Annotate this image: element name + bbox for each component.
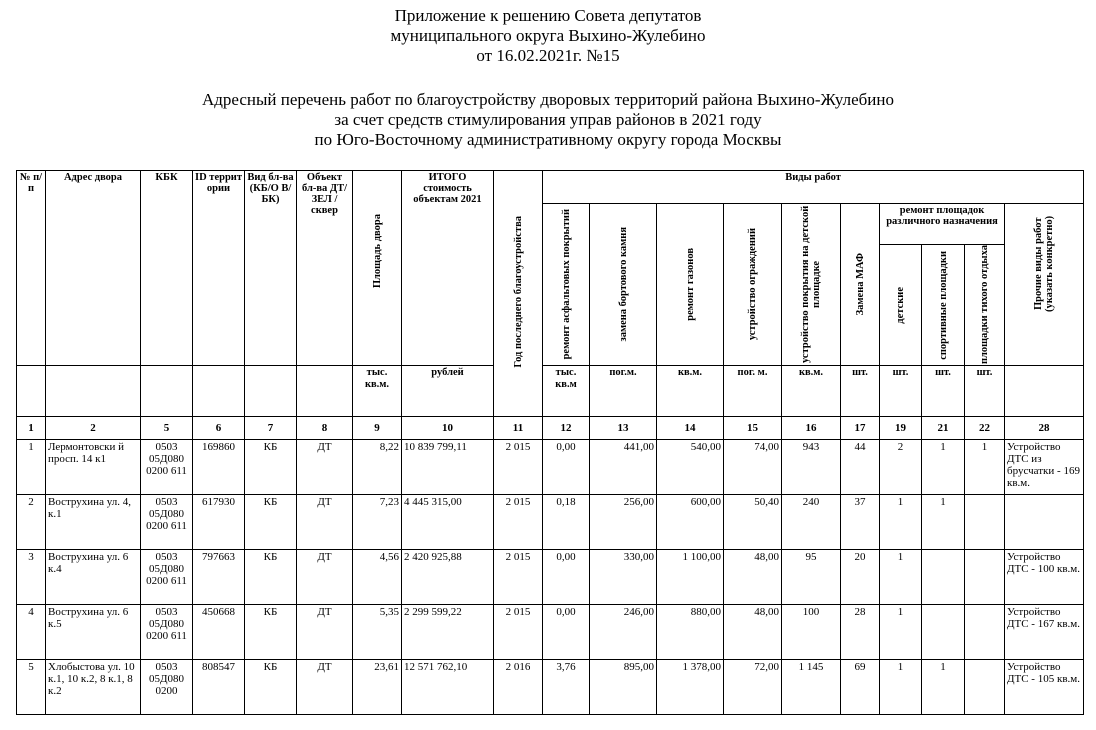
unit-empty	[46, 366, 141, 417]
cell-kbk: 0503 05Д080 0200	[141, 660, 193, 715]
cell-type: КБ	[245, 440, 297, 495]
cell-kids: 2	[880, 440, 922, 495]
cell-quiet: 1	[965, 440, 1005, 495]
col-number: 2	[46, 417, 141, 440]
header-kbk: КБК	[141, 171, 193, 366]
col-number: 14	[657, 417, 724, 440]
cell-kids: 1	[880, 660, 922, 715]
cell-object: ДТ	[297, 660, 353, 715]
header-maf	[841, 204, 880, 366]
table-row	[17, 605, 1084, 660]
title-line: по Юго-Восточному административному округу города Москвы	[314, 130, 782, 149]
cell-quiet	[965, 495, 1005, 550]
cell-quiet	[965, 605, 1005, 660]
unit-empty	[297, 366, 353, 417]
header-quiet-text: площадки тихого отдыха	[979, 245, 990, 365]
col-number: 21	[922, 417, 965, 440]
cell-id: 169860	[193, 440, 245, 495]
cell-playground-cover: 943	[782, 440, 841, 495]
cell-address: Хлобыстова ул. 10 к.1, 10 к.2, 8 к.1, 8 к.2	[46, 660, 141, 715]
col-number: 28	[1005, 417, 1084, 440]
cell-sport: 1	[922, 440, 965, 495]
works-table	[16, 170, 1084, 715]
cell-address: Вострухина ул. 6 к.4	[46, 550, 141, 605]
cell-address: Вострухина ул. 6 к.5	[46, 605, 141, 660]
cell-total: 4 445 315,00	[402, 495, 494, 550]
subtitle-line: Приложение к решению Совета депутатов	[394, 6, 702, 25]
cell-other: Устройство ДТС - 167 кв.м.	[1005, 605, 1084, 660]
header-sport-text: спортивные площадки	[937, 250, 949, 360]
unit-empty	[1005, 366, 1084, 417]
header-year-text: Год последнего благоустройства	[512, 216, 524, 368]
cell-sport	[922, 550, 965, 605]
header-other	[1005, 204, 1084, 366]
header-fence	[724, 204, 782, 366]
cell-quiet	[965, 660, 1005, 715]
col-number: 16	[782, 417, 841, 440]
cell-curb: 256,00	[590, 495, 657, 550]
cell-object: ДТ	[297, 495, 353, 550]
cell-curb: 246,00	[590, 605, 657, 660]
cell-area: 8,22	[353, 440, 402, 495]
header-curb-text: замена бортового камня	[617, 226, 629, 342]
cell-num: 2	[17, 495, 46, 550]
title-line: за счет средств стимулирования управ районов в 2021 году	[334, 110, 762, 129]
cell-fence: 72,00	[724, 660, 782, 715]
cell-other	[1005, 495, 1084, 550]
unit-total: рублей	[402, 366, 494, 417]
header-year	[494, 171, 543, 417]
cell-id: 808547	[193, 660, 245, 715]
cell-type: КБ	[245, 550, 297, 605]
unit-playground-cover: кв.м.	[782, 366, 841, 417]
cell-maf: 69	[841, 660, 880, 715]
cell-sport: 1	[922, 495, 965, 550]
cell-kbk: 0503 05Д080 0200 611	[141, 495, 193, 550]
cell-area: 23,61	[353, 660, 402, 715]
header-asphalt	[543, 204, 590, 366]
header-total: ИТОГО стоимость объектам 2021	[402, 171, 494, 366]
cell-type: КБ	[245, 495, 297, 550]
cell-num: 1	[17, 440, 46, 495]
cell-fence: 48,00	[724, 550, 782, 605]
cell-kbk: 0503 05Д080 0200 611	[141, 605, 193, 660]
header-kids-text: детские	[895, 286, 906, 324]
header-curb	[590, 204, 657, 366]
title-line: Адресный перечень работ по благоустройству дворовых территорий района Выхино-Жулебино	[201, 90, 895, 109]
cell-curb: 330,00	[590, 550, 657, 605]
column-numbers-row	[17, 417, 1084, 440]
cell-asphalt: 0,00	[543, 605, 590, 660]
cell-year: 2 015	[494, 605, 543, 660]
cell-maf: 28	[841, 605, 880, 660]
header-kids	[880, 245, 922, 366]
cell-id: 797663	[193, 550, 245, 605]
unit-maf: шт.	[841, 366, 880, 417]
header-fence-text: устройство ограждений	[747, 227, 758, 341]
header-other-text: Прочие виды работ (указать конкретно)	[1033, 215, 1056, 313]
cell-kids: 1	[880, 495, 922, 550]
cell-kids: 1	[880, 605, 922, 660]
cell-maf: 44	[841, 440, 880, 495]
cell-kbk: 0503 05Д080 0200 611	[141, 550, 193, 605]
unit-curb: пог.м.	[590, 366, 657, 417]
cell-playground-cover: 1 145	[782, 660, 841, 715]
cell-year: 2 015	[494, 550, 543, 605]
unit-fence: пог. м.	[724, 366, 782, 417]
cell-other: Устройство ДТС - 100 кв.м.	[1005, 550, 1084, 605]
header-num: № п/п	[17, 171, 46, 366]
cell-total: 12 571 762,10	[402, 660, 494, 715]
cell-kbk: 0503 05Д080 0200 611	[141, 440, 193, 495]
unit-kids: шт.	[880, 366, 922, 417]
cell-area: 7,23	[353, 495, 402, 550]
table-row	[17, 440, 1084, 495]
header-playground-cover	[782, 204, 841, 366]
header-area-text: Площадь двора	[371, 213, 383, 289]
cell-maf: 37	[841, 495, 880, 550]
unit-empty	[245, 366, 297, 417]
cell-fence: 48,00	[724, 605, 782, 660]
col-number: 9	[353, 417, 402, 440]
unit-lawn: кв.м.	[657, 366, 724, 417]
unit-empty	[193, 366, 245, 417]
cell-sport	[922, 605, 965, 660]
header-work-types: Виды работ	[543, 171, 1084, 204]
unit-sport: шт.	[922, 366, 965, 417]
col-number: 15	[724, 417, 782, 440]
unit-empty	[17, 366, 46, 417]
table-row	[17, 550, 1084, 605]
cell-num: 3	[17, 550, 46, 605]
unit-quiet: шт.	[965, 366, 1005, 417]
cell-asphalt: 0,18	[543, 495, 590, 550]
cell-lawn: 540,00	[657, 440, 724, 495]
cell-lawn: 1 378,00	[657, 660, 724, 715]
unit-empty	[141, 366, 193, 417]
cell-address: Вострухина ул. 4, к.1	[46, 495, 141, 550]
cell-type: КБ	[245, 660, 297, 715]
header-sites: ремонт площадок различного назначения	[880, 204, 1005, 245]
header-asphalt-text: ремонт асфальтовых покрытий	[560, 208, 572, 360]
cell-other: Устройство ДТС - 105 кв.м.	[1005, 660, 1084, 715]
cell-playground-cover: 95	[782, 550, 841, 605]
subtitle-line: муниципального округа Выхино-Жулебино	[390, 26, 706, 45]
cell-lawn: 1 100,00	[657, 550, 724, 605]
header-area	[353, 171, 402, 366]
col-number: 8	[297, 417, 353, 440]
cell-year: 2 015	[494, 440, 543, 495]
cell-maf: 20	[841, 550, 880, 605]
header-address: Адрес двора	[46, 171, 141, 366]
unit-asphalt: тыс. кв.м	[543, 366, 590, 417]
cell-total: 2 420 925,88	[402, 550, 494, 605]
header-lawn	[657, 204, 724, 366]
cell-asphalt: 3,76	[543, 660, 590, 715]
header-maf-text: Замена МАФ	[854, 252, 866, 316]
cell-id: 450668	[193, 605, 245, 660]
document-title	[0, 90, 1096, 150]
cell-sport: 1	[922, 660, 965, 715]
header-sport	[922, 245, 965, 366]
col-number: 13	[590, 417, 657, 440]
col-number: 12	[543, 417, 590, 440]
cell-asphalt: 0,00	[543, 440, 590, 495]
cell-curb: 441,00	[590, 440, 657, 495]
cell-lawn: 880,00	[657, 605, 724, 660]
cell-id: 617930	[193, 495, 245, 550]
cell-area: 4,56	[353, 550, 402, 605]
header-quiet	[965, 245, 1005, 366]
cell-num: 4	[17, 605, 46, 660]
header-type: Вид бл-ва (КБ/О В/БК)	[245, 171, 297, 366]
cell-total: 2 299 599,22	[402, 605, 494, 660]
cell-kids: 1	[880, 550, 922, 605]
col-number: 17	[841, 417, 880, 440]
col-number: 10	[402, 417, 494, 440]
cell-other: Устройство ДТС из брусчатки - 169 кв.м.	[1005, 440, 1084, 495]
cell-object: ДТ	[297, 605, 353, 660]
table-row	[17, 660, 1084, 715]
col-number: 22	[965, 417, 1005, 440]
header-id: ID террит ории	[193, 171, 245, 366]
cell-total: 10 839 799,11	[402, 440, 494, 495]
cell-playground-cover: 100	[782, 605, 841, 660]
col-number: 5	[141, 417, 193, 440]
header-object: Объект бл-ва ДТ/ЗЕЛ /сквер	[297, 171, 353, 366]
cell-fence: 50,40	[724, 495, 782, 550]
cell-object: ДТ	[297, 440, 353, 495]
cell-num: 5	[17, 660, 46, 715]
cell-fence: 74,00	[724, 440, 782, 495]
cell-address: Лермонтовски й просп. 14 к1	[46, 440, 141, 495]
col-number: 6	[193, 417, 245, 440]
col-number: 19	[880, 417, 922, 440]
cell-area: 5,35	[353, 605, 402, 660]
cell-asphalt: 0,00	[543, 550, 590, 605]
col-number: 11	[494, 417, 543, 440]
unit-area: тыс. кв.м.	[353, 366, 402, 417]
cell-year: 2 016	[494, 660, 543, 715]
table-row	[17, 495, 1084, 550]
subtitle-line: от 16.02.2021г. №15	[476, 46, 620, 65]
header-playground-cover-text: устройство покрытия на детской площадке	[800, 205, 822, 363]
document-subtitle	[0, 6, 1096, 66]
col-number: 7	[245, 417, 297, 440]
cell-quiet	[965, 550, 1005, 605]
cell-playground-cover: 240	[782, 495, 841, 550]
cell-type: КБ	[245, 605, 297, 660]
cell-year: 2 015	[494, 495, 543, 550]
cell-curb: 895,00	[590, 660, 657, 715]
cell-lawn: 600,00	[657, 495, 724, 550]
header-lawn-text: ремонт газонов	[684, 247, 696, 321]
col-number: 1	[17, 417, 46, 440]
cell-object: ДТ	[297, 550, 353, 605]
